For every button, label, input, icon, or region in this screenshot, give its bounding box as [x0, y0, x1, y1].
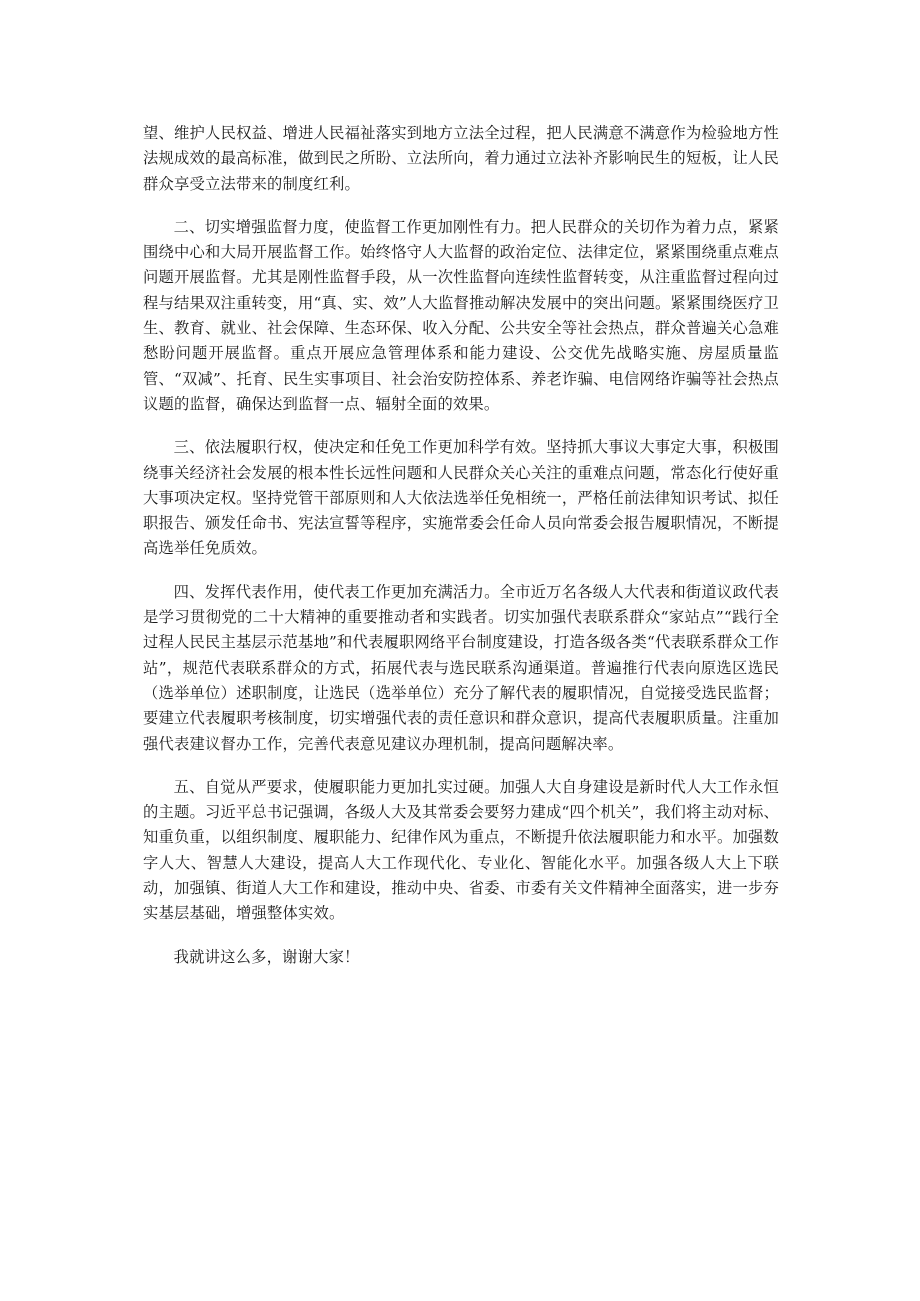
document-body	[143, 121, 779, 988]
paragraph-closing: 我就讲这么多，谢谢大家！	[173, 947, 360, 966]
paragraph-decision-appointment: 三、依法履职行权，使决定和任免工作更加科学有效。坚持抓大事议大事定大事，积极围绕事关经济社会发展的根本性长远性问题和人民群众关心关注的重难点问题，常态化行使好重大事项决定权。坚持党管干部原则和人大依法选举任免相统一，严格任前法律知识考试、拟任职报告、颁发任命书、宪法宣誓等程序，实施常委会任命人员向常委会报告履职情况，不断提高选举任免质效。	[143, 438, 779, 558]
paragraph-deputies-role: 四、发挥代表作用，使代表工作更加充满活力。全市近万名各级人大代表和街道议政代表是学习贯彻党的二十大精神的重要推动者和实践者。切实加强代表联系群众“家站点”“践行全过程人民民主基层示范基地”和代表履职网络平台制度建设，打造各级各类“代表联系群众工作站”，规范代表联系群众的方式，拓展代表与选民联系沟通渠道。普遍推行代表向原选区选民（选举单位）述职制度，让选民（选举单位）充分了解代表的履职情况，自觉接受选民监督；要建立代表履职考核制度，切实增强代表的责任意识和群众意识，提高代表履职质量。注重加强代表建议督办工作，完善代表意见建议办理机制，提高问题解决率。	[143, 582, 779, 753]
paragraph-continued-legislation: 望、维护人民权益、增进人民福祉落实到地方立法全过程，把人民满意不满意作为检验地方性法规成效的最高标准，做到民之所盼、立法所向，着力通过立法补齐影响民生的短板，让人民群众享受立法带来的制度红利。	[143, 124, 779, 193]
paragraph-self-discipline: 五、自觉从严要求，使履职能力更加扎实过硬。加强人大自身建设是新时代人大工作永恒的主题。习近平总书记强调，各级人大及其常委会要努力建成“四个机关”，我们将主动对标、知重负重，以组织制度、履职能力、纪律作风为重点，不断提升依法履职能力和水平。加强数字人大、智慧人大建设，提高人大工作现代化、专业化、智能化水平。加强各级人大上下联动，加强镇、街道人大工作和建设，推动中央、省委、市委有关文件精神全面落实，进一步夯实基层基础，增强整体实效。	[143, 777, 779, 923]
paragraph-supervision: 二、切实增强监督力度，使监督工作更加刚性有力。把人民群众的关切作为着力点，紧紧围绕中心和大局开展监督工作。始终恪守人大监督的政治定位、法律定位，紧紧围绕重点难点问题开展监督。尤其是刚性监督手段，从一次性监督向连续性监督转变，从注重监督过程向过程与结果双注重转变，用“真、实、效”人大监督推动解决发展中的突出问题。紧紧围绕医疗卫生、教育、就业、社会保障、生态环保、收入分配、公共安全等社会热点，群众普遍关心急难愁盼问题开展监督。重点开展应急管理体系和能力建设、公交优先战略实施、房屋质量监管、“双减”、托育、民生实事项目、社会治安防控体系、养老诈骗、电信网络诈骗等社会热点议题的监督，确保达到监督一点、辐射全面的效果。	[143, 217, 779, 413]
